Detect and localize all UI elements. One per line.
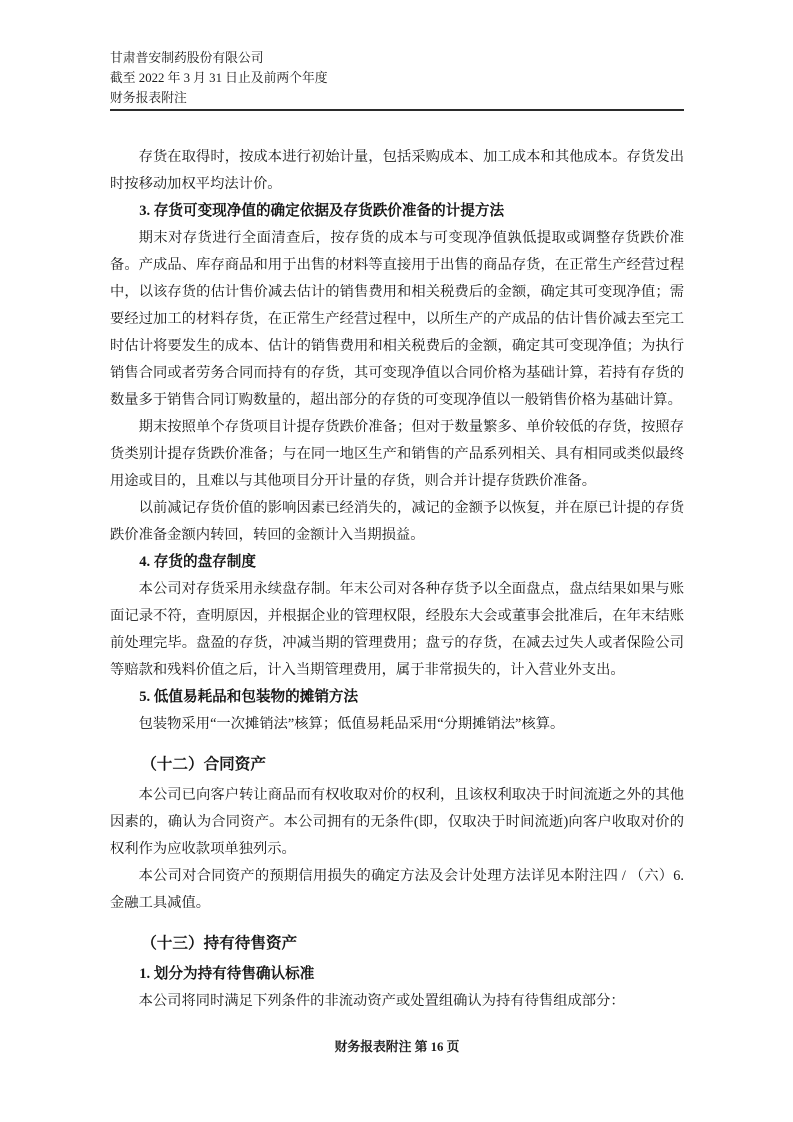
paragraph-inventory-system: 本公司对存货采用永续盘存制。年末公司对各种存货予以全面盘点，盘点结果如果与账面记录不符，查明原因，并根据企业的管理权限，经股东大会或董事会批准后，在年末结账前处理完毕。盘盈的存货，冲减当期的管理费用；盘亏的存货，在减去过失人或者保险公司等赔款和残料价值之后，计入当期管理费用，属于非常损失的，计入营业外支出。	[110, 581, 684, 678]
numbered-heading-5: 5. 低值易耗品和包装物的摊销方法	[139, 689, 359, 705]
header-rule	[110, 109, 684, 111]
header-company-name: 甘肃普安制药股份有限公司	[110, 51, 264, 65]
paragraph-inventory-initial-measurement: 存货在取得时，按成本进行初始计量，包括采购成本、加工成本和其他成本。存货发出时按移动加权平均法计价。	[110, 149, 684, 192]
section-heading-12-contract-assets: （十二）合同资产	[141, 756, 266, 773]
paragraph-contract-asset-recognition: 本公司已向客户转让商品而有权收取对价的权利，且该权利取决于时间流逝之外的其他因素的，确认为合同资产。本公司拥有的无条件(即，仅取决于时间流逝)向客户收取对价的权利作为应收款项单独列示。	[110, 787, 684, 857]
paragraph-held-for-sale-conditions: 本公司将同时满足下列条件的非流动资产或处置组确认为持有待售组成部分：	[138, 993, 625, 1009]
content-column	[110, 0, 684, 1015]
paragraph-contract-asset-ecl: 本公司对合同资产的预期信用损失的确定方法及会计处理方法详见本附注四 / （六）6. 金融工具减值。	[110, 868, 684, 911]
page-header	[110, 0, 684, 111]
numbered-heading-3: 3. 存货可变现净值的确定依据及存货跌价准备的计提方法	[139, 203, 505, 219]
paragraph-nrv-determination: 期末对存货进行全面清查后，按存货的成本与可变现净值孰低提取或调整存货跌价准备。产成品、库存商品和用于出售的材料等直接用于出售的商品存货，在正常生产经营过程中，以该存货的估计售价减去估计的销售费用和相关税费后的金额，确定其可变现净值；需要经过加工的材料存货，在正常生产经营过程中，以所生产的产成品的估计售价减去至完工时估计将要发生的成本、估计的销售费用和相关税费后的金额，确定其可变现净值；为执行销售合同或者劳务合同而持有的存货，其可变现净值以合同价格为基础计算，若持有存货的数量多于销售合同订购数量的，超出部分的存货的可变现净值以一般销售价格为基础计算。	[110, 230, 684, 408]
paragraph-amortization-method: 包装物采用“一次摊销法”核算；低值易耗品采用“分期摊销法”核算。	[138, 716, 565, 732]
header-doc-title: 财务报表附注	[110, 91, 187, 105]
numbered-heading-4: 4. 存货的盘存制度	[139, 554, 256, 570]
header-report-period: 截至 2022 年 3 月 31 日止及前两个年度	[110, 71, 328, 85]
notes-content	[110, 144, 684, 1015]
section-heading-13-held-for-sale: （十三）持有待售资产	[141, 935, 298, 952]
paragraph-writedown-reversal: 以前减记存货价值的影响因素已经消失的，减记的金额予以恢复，并在原已计提的存货跌价准备金额内转回，转回的金额计入当期损益。	[110, 500, 684, 543]
page-footer: 财务报表附注 第 16 页	[334, 1040, 460, 1054]
numbered-heading-1-held-for-sale-criteria: 1. 划分为持有待售确认标准	[139, 966, 315, 982]
paragraph-provision-by-item: 期末按照单个存货项目计提存货跌价准备；但对于数量繁多、单价较低的存货，按照存货类别计提存货跌价准备；与在同一地区生产和销售的产品系列相关、具有相同或类似最终用途或目的，且难以与其他项目分开计量的存货，则合并计提存货跌价准备。	[110, 419, 684, 489]
